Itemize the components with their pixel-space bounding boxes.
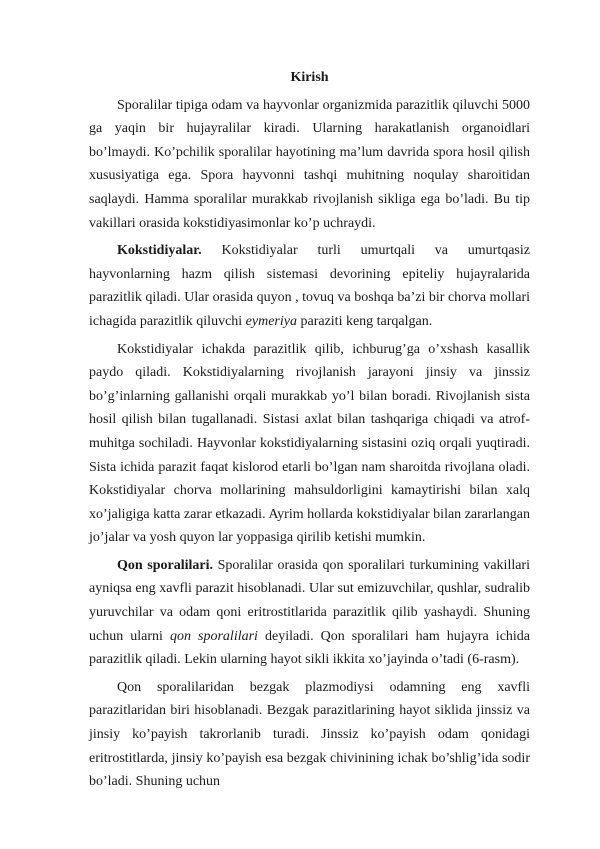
paragraph-qon-sporalilari	[89, 554, 530, 672]
paragraph-lead: Qon sporalilari.	[117, 557, 214, 573]
paragraph-intro: Sporalilar tipiga odam va hayvonlar organizmida parazitlik qiluvchi 5000 ga yaqin bir hujayralilar kiradi. Ularning harakatlanish organoidlari bo’lmaydi. Ko’pchilik sporalilar hayotining ma’lum davrida spora hosil qilish xususiyatiga ega. Spora hayvonni tashqi muhitning noqulay sharoitidan saqlaydi. Hamma sporalilar murakkab rivojlanish sikliga ega bo’ladi. Bu tip vakillari orasida kokstidiyasimonlar ko’p uchraydi.	[89, 97, 530, 231]
paragraph-lead: Kokstidiyalar.	[117, 243, 202, 259]
page-title: Kirish	[290, 70, 329, 85]
paragraph-kokstidiyalar	[89, 239, 530, 333]
paragraph-text: deyiladi. Qon sporalilari ham hujayra ichida parazitlik qiladi. Lekin ularning hayot sikli ikkita xo’jayinda o’tadi (6-rasm).	[89, 628, 531, 668]
paragraph-text: Sporalilar orasida qon sporalilari turkumining vakillari ayniqsa eng xavfli parazit hisoblanadi. Ular sut emizuvchilar, qushlar, sudralib yuruvchilar va odam qoni eritrostitlarida parazitlik qilib yashaydi. Shuning uchun ularni	[89, 557, 530, 644]
italic-term: eymeriya	[245, 313, 297, 329]
paragraph-kokstidiyalar-detail: Kokstidiyalar ichakda parazitlik qilib, ichburug’ga o’xshash kasallik paydo qiladi. Kokstidiyalarning rivojlanish jarayoni jinsiy va jinssiz bo’g’inlarning gallanishi orqali murakkab yo’l bilan boradi. Rivojlanish sista hosil qilish bilan tugallanadi. Sistasi axlat bilan tashqariga chiqadi va atrof-muhitga sochiladi. Hayvonlar kokstidiyalarning sistasini oziq orqali yuqtiradi. Sista ichida parazit faqat kislorod etarli bo’lgan nam sharoitda rivojlana oladi. Kokstidiyalar chorva mollarining mahsuldorligini kamaytirishi bilan xalq xo’jaligiga katta zarar etkazadi. Ayrim hollarda kokstidiyalar bilan zararlangan jo’jalar va yosh quyon lar yoppasiga qirilib ketishi mumkin.	[89, 341, 530, 546]
paragraph-text: paraziti keng tarqalgan.	[296, 313, 433, 329]
paragraph-bezgak: Qon sporalilaridan bezgak plazmodiysi odamning eng xavfli parazitlaridan biri hisoblanadi. Bezgak parazitlarining hayot siklida jinssiz va jinsiy ko’payish takrorlanib turadi. Jinssiz ko’payish odam qonidagi eritrostitlarda, jinsiy ko’payish esa bezgak chivinining ichak bo’shlig’ida sodir bo’ladi. Shuning uchun	[89, 679, 530, 790]
italic-term: qon sporalilari	[169, 628, 258, 644]
paragraph-text: Kokstidiyalar turli umurtqali va umurtqasiz hayvonlarning hazm qilish sistemasi devorining epiteliy hujayralarida parazitlik qiladi. Ular orasida quyon , tovuq va boshqa ba’zi bir chorva mollari ichagida parazitlik qiluvchi	[89, 243, 530, 329]
document-page	[89, 66, 530, 794]
